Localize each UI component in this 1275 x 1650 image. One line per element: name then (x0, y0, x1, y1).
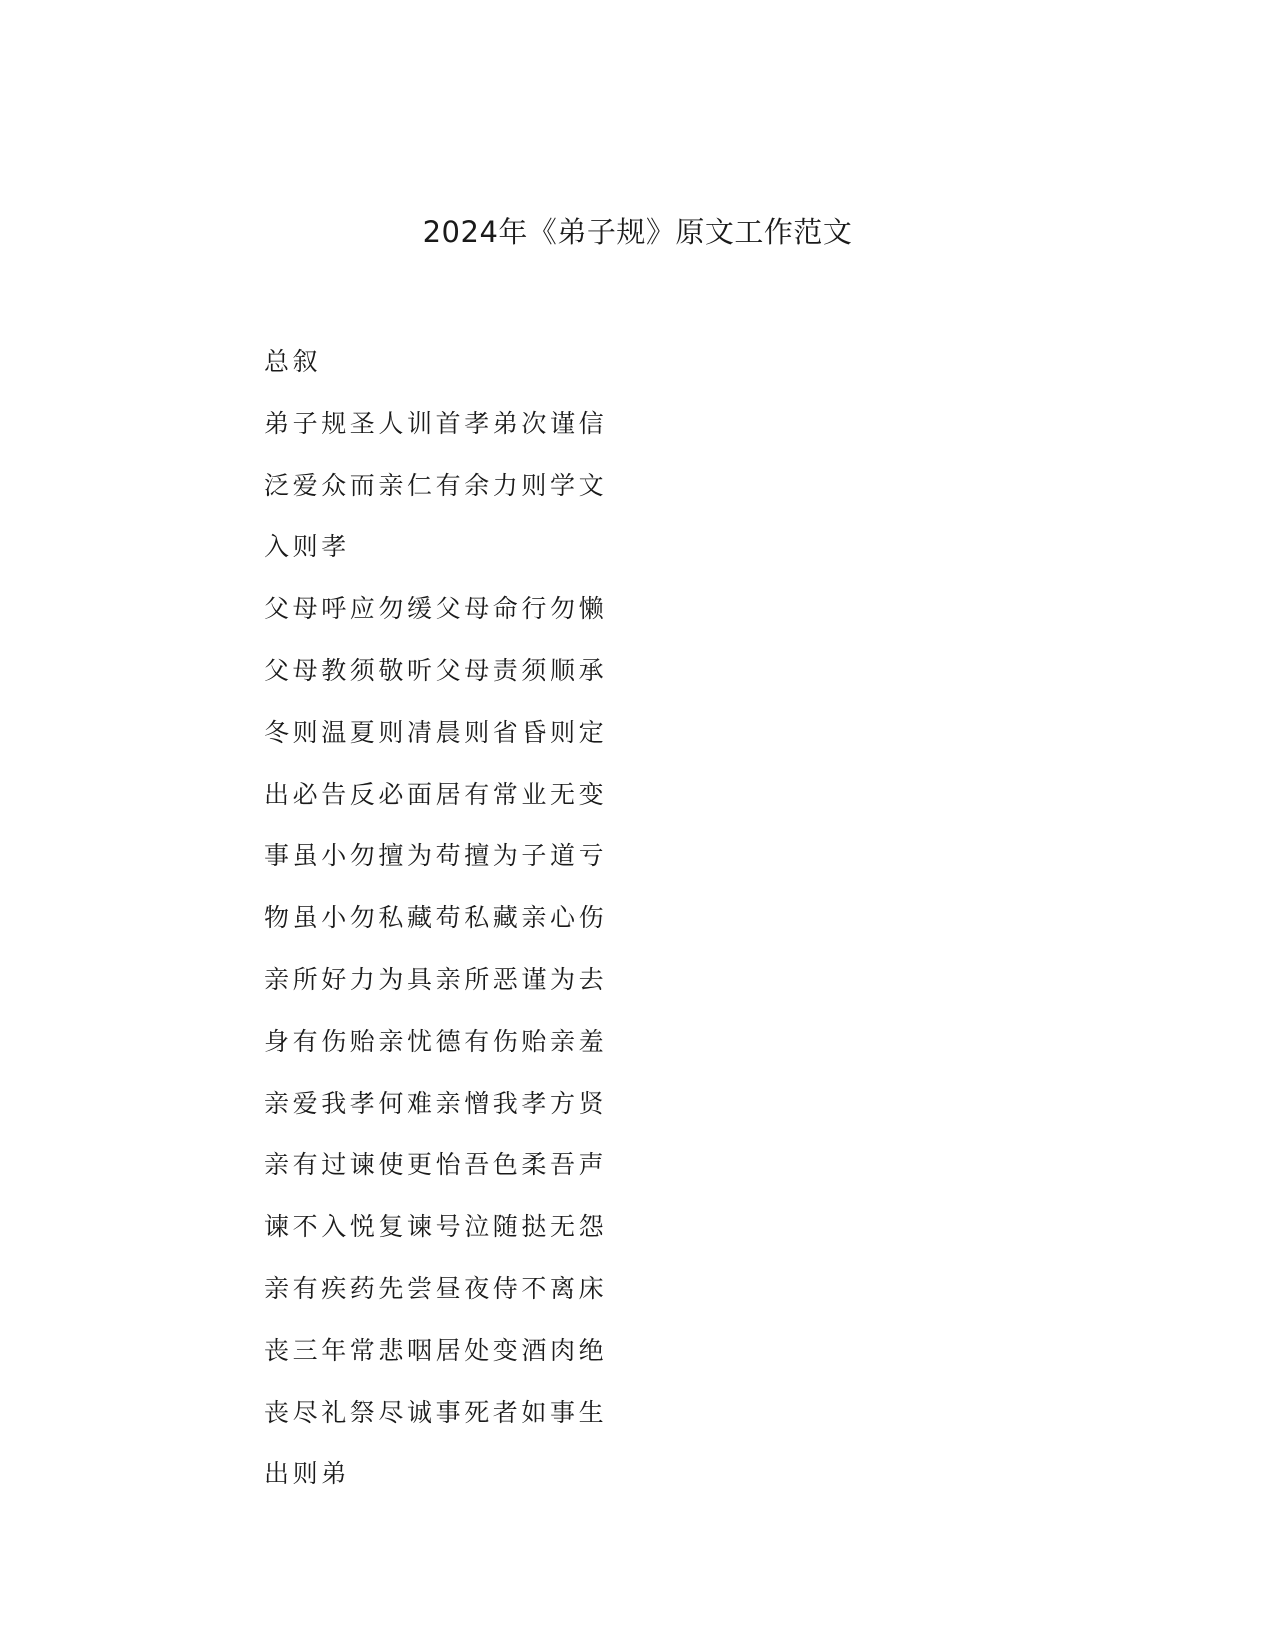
text-line: 亲有过谏使更怡吾色柔吾声 (264, 1150, 608, 1180)
text-line: 亲有疾药先尝昼夜侍不离床 (264, 1273, 608, 1303)
text-line: 弟子规圣人训首孝弟次谨信 (264, 408, 608, 438)
text-line: 谏不入悦复谏号泣随挞无怨 (264, 1212, 608, 1242)
text-line: 事虽小勿擅为苟擅为子道亏 (264, 841, 608, 871)
text-line: 身有伤贻亲忧德有伤贻亲羞 (264, 1026, 608, 1056)
text-line: 泛爱众而亲仁有余力则学文 (264, 470, 608, 500)
text-line: 冬则温夏则凊晨则省昏则定 (264, 717, 608, 747)
text-line: 丧三年常悲咽居处变酒肉绝 (264, 1335, 608, 1365)
text-line: 物虽小勿私藏苟私藏亲心伤 (264, 903, 608, 933)
text-line: 丧尽礼祭尽诚事死者如事生 (264, 1397, 608, 1427)
text-body (264, 331, 607, 1505)
text-line: 总叙 (264, 347, 322, 376)
text-line: 出必告反必面居有常业无变 (264, 779, 608, 809)
text-line: 父母教须敬听父母责须顺承 (264, 655, 608, 685)
text-line: 亲爱我孝何难亲憎我孝方贤 (264, 1088, 608, 1118)
text-line: 入则孝 (264, 532, 350, 562)
text-line: 出则弟 (264, 1459, 350, 1489)
text-line: 亲所好力为具亲所恶谨为去 (264, 964, 608, 994)
text-line: 父母呼应勿缓父母命行勿懒 (264, 594, 608, 624)
document-title: 2024年《弟子规》原文工作范文 (422, 215, 853, 249)
